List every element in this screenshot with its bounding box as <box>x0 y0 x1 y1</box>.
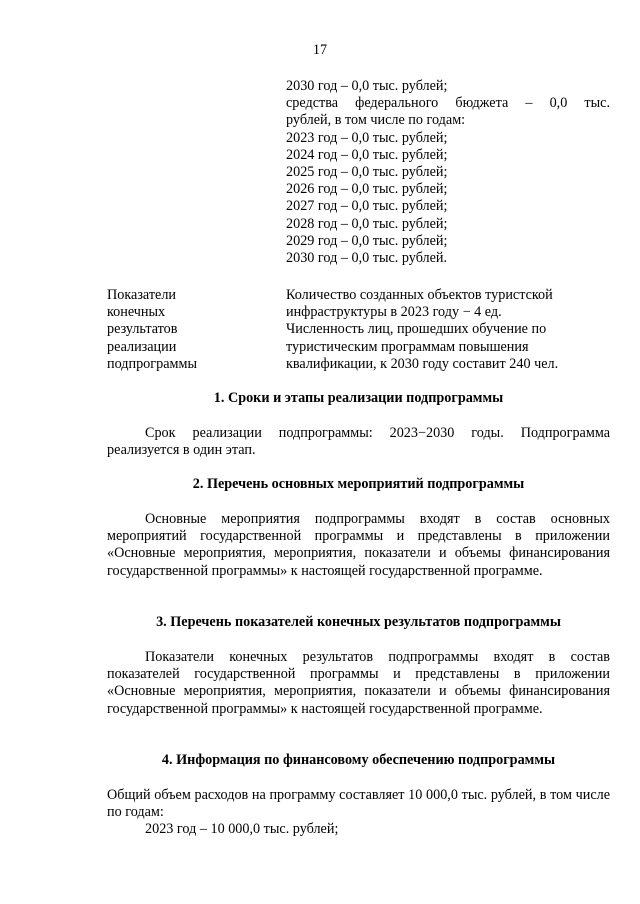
indicators-value <box>286 287 610 373</box>
indicators-value-line: Численность лиц, прошедших обучение по <box>286 321 547 338</box>
page-number: 17 <box>312 42 328 58</box>
financing-line: средства федерального бюджета – 0,0 тыс. <box>286 95 610 112</box>
section-heading-3: 3. Перечень показателей конечных результатов подпрограммы <box>156 614 561 630</box>
financing-line: 2023 год – 0,0 тыс. рублей; <box>286 129 448 146</box>
section-paragraph: Показатели конечных результатов подпрограммы входят в состав показателей государственной программы и представлены в приложении «Основные мероприятия, мероприятия, показатели и объемы финансирования государственной программы» к настоящей государственной программе. <box>107 649 610 717</box>
section-text-2 <box>107 511 610 580</box>
indicators-label-line: Показатели <box>107 287 177 303</box>
financing-line: 2024 год – 0,0 тыс. рублей; <box>286 146 448 163</box>
indicators-value-line: инфраструктуры в 2023 году − 4 ед. <box>286 304 502 321</box>
indicators-label <box>107 287 277 373</box>
section-heading-1: 1. Сроки и этапы реализации подпрограммы <box>213 390 504 406</box>
section-heading-4: 4. Информация по финансовому обеспечению подпрограммы <box>161 752 556 768</box>
section-text-3 <box>107 649 610 718</box>
financing-line: 2028 год – 0,0 тыс. рублей; <box>286 215 448 232</box>
indicators-label-line: результатов <box>107 321 178 338</box>
financing-year-item: 2023 год – 10 000,0 тыс. рублей; <box>145 821 339 838</box>
indicators-value-line: квалификации, к 2030 году составит 240 чел. <box>286 355 559 372</box>
financing-line: 2025 год – 0,0 тыс. рублей; <box>286 163 448 180</box>
financing-line: рублей, в том числе по годам: <box>286 112 466 129</box>
section-heading-2: 2. Перечень основных мероприятий подпрограммы <box>192 476 525 492</box>
indicators-value-line: Количество созданных объектов туристской <box>286 287 553 303</box>
section-paragraph: Основные мероприятия подпрограммы входят в состав основных мероприятий государственной программы и представлены в приложении «Основные мероприятия, мероприятия, показатели и объемы финансирования государственной программы» к настоящей государственной программе. <box>107 511 610 579</box>
financing-continuation <box>286 78 610 267</box>
financing-line: 2026 год – 0,0 тыс. рублей; <box>286 181 448 198</box>
indicators-value-line: туристическим программам повышения <box>286 338 529 355</box>
section-paragraph: Общий объем расходов на программу составляет 10 000,0 тыс. рублей, в том числе по годам: <box>107 787 610 821</box>
financing-line: 2027 год – 0,0 тыс. рублей; <box>286 198 448 215</box>
section-text-4 <box>107 787 610 839</box>
indicators-label-line: подпрограммы <box>107 355 197 372</box>
indicators-label-line: реализации <box>107 338 177 355</box>
financing-line: 2030 год – 0,0 тыс. рублей; <box>286 78 448 94</box>
financing-line: 2030 год – 0,0 тыс. рублей. <box>286 249 448 266</box>
financing-line: 2029 год – 0,0 тыс. рублей; <box>286 232 448 249</box>
indicators-label-line: конечных <box>107 304 166 321</box>
section-text-1 <box>107 425 610 459</box>
section-paragraph: Срок реализации подпрограммы: 2023−2030 годы. Подпрограмма реализуется в один этап. <box>107 425 610 459</box>
